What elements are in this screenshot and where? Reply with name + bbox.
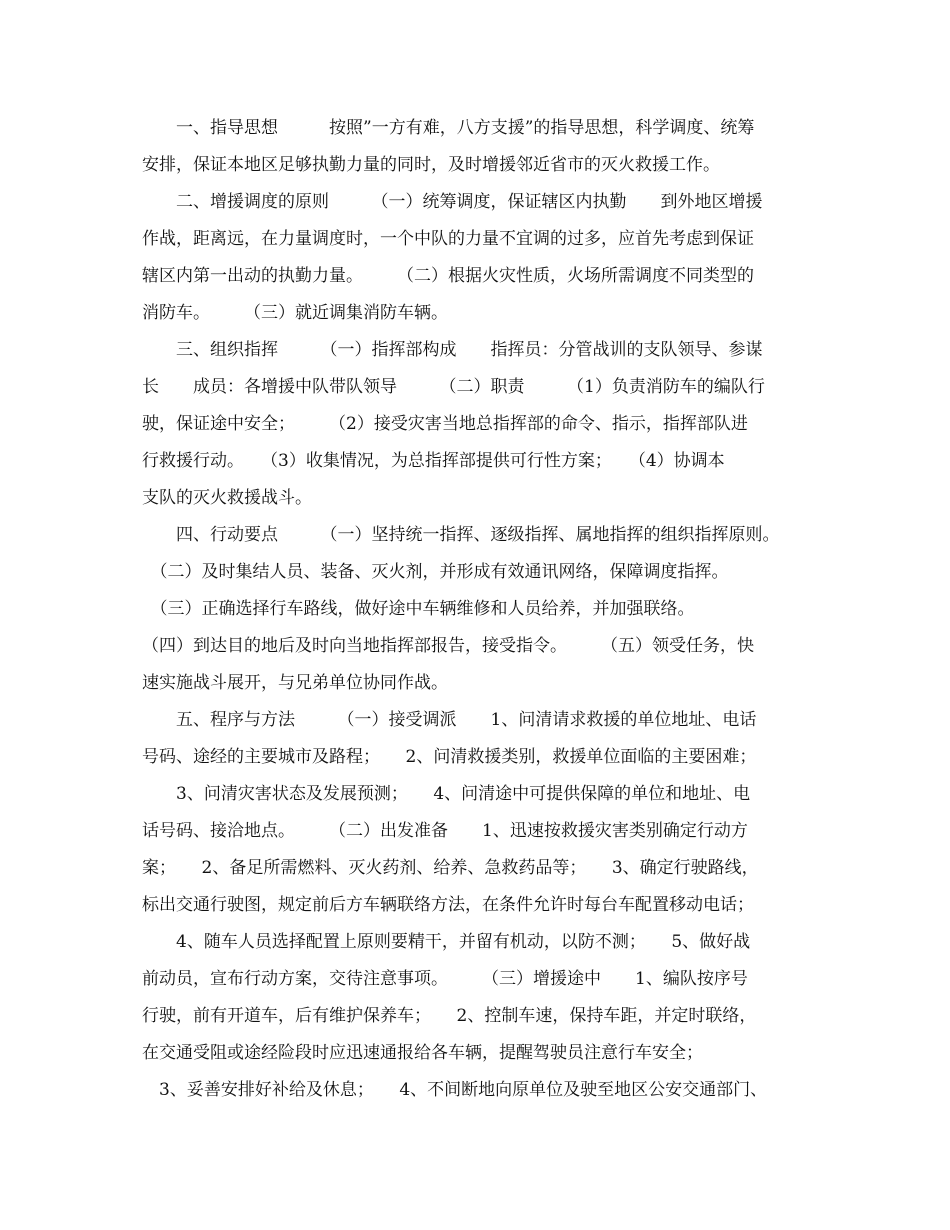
text-line: （三）正确选择行车路线，做好途中车辆维修和人员给养，并加强联络。: [142, 599, 695, 619]
text-line: 四、行动要点 （一）坚持统一指挥、逐级指挥、属地指挥的组织指挥原则。: [142, 525, 780, 545]
text-line: 在交通受阻或途经险段时应迅速通报给各车辆，提醒驾驶员注意行车安全；: [142, 1043, 703, 1063]
text-line: 行驶，前有开道车，后有维护保养车； 2、控制车速，保持车距，并定时联络，: [142, 1006, 757, 1026]
text-line: 3、妥善安排好补给及休息； 4、不间断地向原单位及驶至地区公安交通部门、: [142, 1080, 768, 1100]
text-line: 一、指导思想 按照”一方有难，八方支援”的指导思想，科学调度、统筹: [142, 118, 755, 138]
text-line: 案； 2、备足所需燃料、灭火药剂、给养、急救药品等； 3、确定行驶路线，: [142, 858, 759, 878]
text-line: 三、组织指挥 （一）指挥部构成 指挥员：分管战训的支队领导、参谋: [142, 340, 763, 360]
text-line: 支队的灭火救援战斗。: [142, 488, 312, 508]
text-line: 消防车。 （三）就近调集消防车辆。: [142, 303, 448, 323]
text-line: 4、随车人员选择配置上原则要精干，并留有机动，以防不测； 5、做好战: [142, 932, 751, 952]
text-line: 辖区内第一出动的执勤力量。 （二）根据火灾性质，火场所需调度不同类型的: [142, 266, 754, 286]
text-line: 驶，保证途中安全； （2）接受灾害当地总指挥部的命令、指示，指挥部队进: [142, 414, 748, 434]
text-line: 五、程序与方法 （一）接受调派 1、问清请求救援的单位地址、电话: [142, 710, 757, 730]
text-line: 3、问清灾害状态及发展预测； 4、问清途中可提供保障的单位和地址、电: [142, 784, 751, 804]
text-line: 二、增援调度的原则 （一）统筹调度，保证辖区内执勤 到外地区增援: [142, 192, 763, 212]
text-line: 速实施战斗展开，与兄弟单位协同作战。: [142, 673, 448, 693]
text-line: （二）及时集结人员、装备、灭火剂，并形成有效通讯网络，保障调度指挥。: [142, 562, 729, 582]
text-line: 号码、途经的主要城市及路程； 2、问清救援类别，救援单位面临的主要困难；: [142, 747, 757, 767]
text-line: 标出交通行驶图，规定前后方车辆联络方法，在条件允许时每台车配置移动电话；: [142, 895, 754, 915]
text-line: 长 成员：各增援中队带队领导 （二）职责 （1）负责消防车的编队行: [142, 377, 765, 397]
text-line: 安排，保证本地区足够执勤力量的同时，及时增援邻近省市的灭火救援工作。: [142, 155, 720, 175]
text-line: 作战，距离远，在力量调度时，一个中队的力量不宜调的过多，应首先考虑到保证: [142, 229, 754, 249]
text-line: （四）到达目的地后及时向当地指挥部报告，接受指令。 （五）领受任务，快: [142, 636, 754, 656]
text-line: 前动员，宣布行动方案，交待注意事项。 （三）增援途中 1、编队按序号: [142, 969, 748, 989]
text-line: 话号码、接洽地点。 （二）出发准备 1、迅速按救援灾害类别确定行动方: [142, 821, 748, 841]
text-line: 行救援行动。 （3）收集情况，为总指挥部提供可行性方案； （4）协调本: [142, 451, 725, 471]
